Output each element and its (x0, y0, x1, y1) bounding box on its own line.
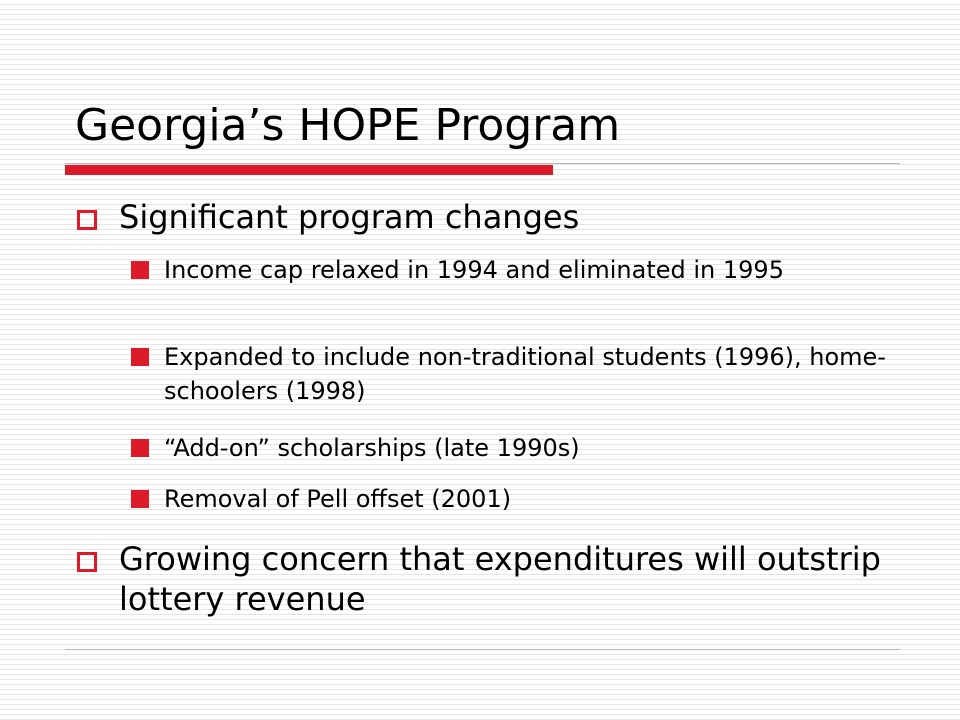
title-divider-line (65, 163, 900, 164)
slide-title: Georgia’s HOPE Program (75, 100, 621, 151)
sub-bullet-item (131, 431, 891, 465)
sub-bullet-item (131, 482, 891, 516)
footer-divider-line (65, 649, 900, 650)
bullet-item (77, 197, 917, 237)
hollow-square-bullet-icon (77, 210, 97, 230)
sub-bullet-item (131, 340, 891, 408)
title-accent-bar (65, 165, 553, 175)
bullet-item (77, 539, 917, 619)
sub-bullet-text: Expanded to include non-traditional students (1996), home-schoolers (1998) (164, 343, 886, 405)
bullet-text: Significant program changes (119, 198, 580, 236)
bullet-text: Growing concern that expenditures will outstrip lottery revenue (119, 540, 881, 618)
filled-square-bullet-icon (131, 348, 149, 366)
sub-bullet-text: “Add-on” scholarships (late 1990s) (164, 434, 580, 462)
hollow-square-bullet-icon (77, 552, 97, 572)
sub-bullet-text: Income cap relaxed in 1994 and eliminated in 1995 (164, 256, 784, 284)
filled-square-bullet-icon (131, 439, 149, 457)
filled-square-bullet-icon (131, 490, 149, 508)
filled-square-bullet-icon (131, 261, 149, 279)
sub-bullet-text: Removal of Pell offset (2001) (164, 485, 512, 513)
sub-bullet-item (131, 253, 891, 287)
